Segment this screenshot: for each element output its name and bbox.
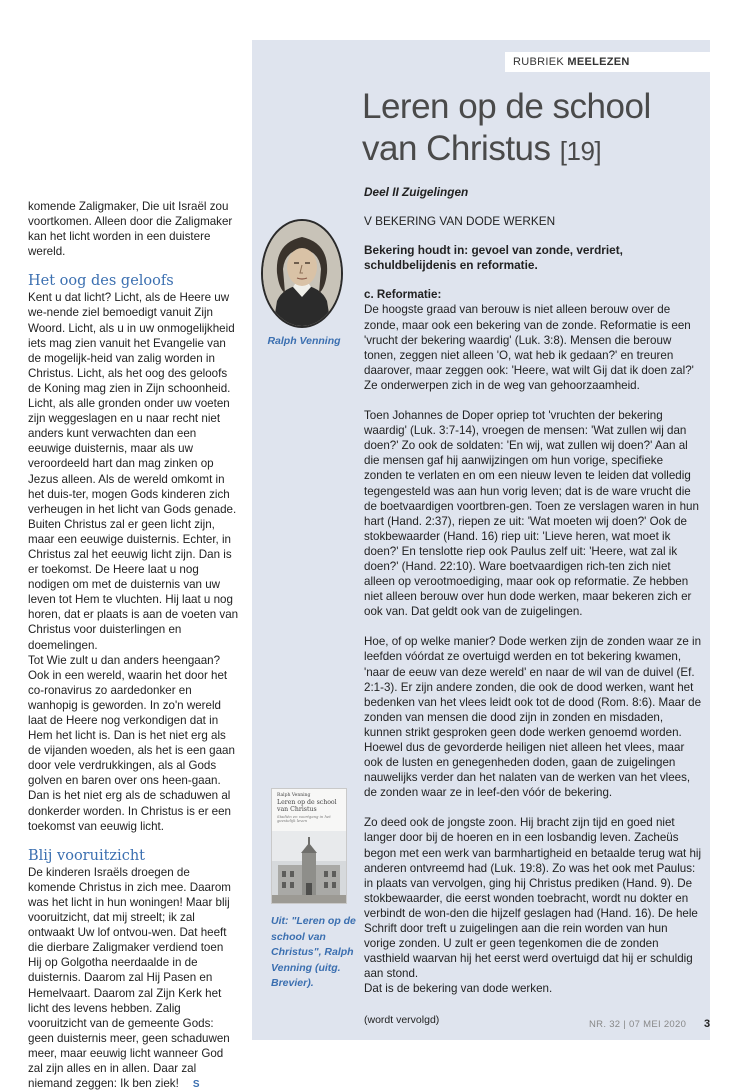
right-paragraph-2: Toen Johannes de Doper opriep tot 'vruchten der bekering waardig' (Luk. 3:7-14), vroegen de mensen: 'Wat zullen wij dan doen?' Zo ook de soldaten: 'En wij, wat zullen wij doen?' Aan al die mensen gaf hij aanwijzingen om hun vorige, specifieke zonden te verlaten en om een nieuw leven te leiden dat volledig tegengesteld was aan hun vorig leven; dat is de ware vrucht die de boetvaardigen voortbren-gen. Toen ze verslagen waren in hun hart (Hand. 2:37), riepen ze uit: 'Wat moeten wij doen?' Ook de stokbewaarder (Hand. 16) riep uit: 'Lieve heren, wat moet ik doen?' En tenslotte riep ook Paulus zelf uit: 'Heere, wat zal ik doen?' (Hand. 22:10). Ware boetvaardigen rich-ten zich niet alleen op verootmoediging, maar ook op reformatie. Ze hebben niet alleen berouw over hun dode werken, maar bekeren zich er ook van. Dat geldt ook van de zuigelingen.: [364, 409, 699, 619]
left-paragraph-4-text: De kinderen Israëls droegen de komende Christus in zich mee. Daarom was het licht in hun woningen! Maar blij vooruitzicht, dat mij streelt; ik zal ontwaakt Uw lof ontvou-wen. Dat heeft die dierbare Zaligmaker verdiend toen Hij op Golgotha neerdaalde in de duisternis. Daarom zal Hij Pasen en Hemelvaart. Daarom zal Zijn Kerk het licht des levens hebben. Zalig vooruitzicht van de gemeente Gods: geen duisternis meer, geen schaduwen meer, maar eeuwig licht wanneer God zal zijn alles en in allen. Daar zal niemand zeggen: Ik ben ziek!: [28, 865, 231, 1091]
left-intro: komende Zaligmaker, Die uit Israël zou voortkomen. Alleen door die Zaligmaker kan het licht worden in een duistere wereld.: [28, 200, 233, 259]
book-cover-title: Leren op de school van Christus: [277, 799, 337, 813]
title-line-2-text: van Christus: [362, 129, 551, 168]
issue-info: NR. 32 | 07 MEI 2020: [589, 1019, 687, 1030]
title-number: [19]: [559, 136, 602, 166]
left-paragraph-2: Buiten Christus zal er geen licht zijn, maar een eeuwige duisternis. Echter, in Christus zal het eeuwig licht zijn. Dan is er toekomst. De Heere laat u nog nodigen om met de duisternis van uw leven tot Hem te vluchten. Hij laat u nog horen, dat er plaats is aan de voeten van Christus voor duisterlingen en doemelingen.: [28, 517, 239, 652]
lead-paragraph: Bekering houdt in: gevoel van zonde, verdriet, schuldbelijdenis en reformatie.: [364, 243, 623, 273]
section-heading: V BEKERING VAN DODE WERKEN: [364, 214, 556, 229]
title-line-2: [362, 128, 702, 172]
heading-oog-des-geloofs: Het oog des geloofs: [28, 273, 174, 290]
book-cover-subtitle: Stadiën en voortgang in het geestelijk leven: [277, 814, 331, 824]
end-mark-icon: S: [192, 1079, 200, 1091]
rubriek-prefix: RUBRIEK: [513, 56, 564, 68]
right-column: [364, 185, 702, 1028]
book-caption: Uit: "Leren op de school van Christus", Ralph Venning (uitg. Brevier).: [271, 915, 356, 989]
portrait-drawing: [263, 221, 341, 326]
book-cover-author: Ralph Venning: [277, 793, 311, 798]
heading-blij-vooruitzicht: Blij vooruitzicht: [28, 847, 145, 864]
page-number: 3: [704, 1018, 711, 1030]
left-paragraph-4: [28, 865, 240, 1092]
rubriek-label: [505, 52, 710, 72]
right-paragraph-3: Hoe, of op welke manier? Dode werken zijn de zonden waar ze in leefden vóórdat ze overtuigd werden en tot bekering kwamen, 'naar de eeuw van deze wereld' en naar de wil van de duivel (Ef. 2:1-3). Er zijn andere zonden, die ook de dood werken, want het bedenken van het vlees leidt ook tot de dood (Rom. 8:6). Maar de zonden van mensen die dood zijn in zonden en misdaden, kunnen strikt gesproken geen dode werken genoemd worden. Hoewel dus de gevorderde heiligen niet alleen het vlees, maar ook de lusten en genegenheden doden, gaan de zuigelingen nauwelijks verder dan het nalaten van de werken van het vlees, de zonden waar ze in leef-den vóór de bekering.: [364, 635, 702, 800]
right-paragraph-4: Zo deed ook de jongste zoon. Hij bracht zijn tijd en goed niet langer door bij de hoeren en in een losbandig leven. Zacheüs begon met een werk van barmhartigheid en betaalde terug wat hij anderen ontvreemd had (Luk. 19:8). Zo was het ook met Paulus: in plaats van vervolgen, ging hij Christus prediken (Hand. 9). De stokbewaarder, die eerst wonden toebracht, wordt nu dokter en verbindt de won-den die hijzelf geslagen had (Hand. 16). De hele Schrift door treft u zuigelingen aan die rein worden van hun vorige zonden. U zult er geen tegenkomen die de zonden vasthield waarvan hij het eerst werd overtuigd dat hij er schuldig aan stond.: [364, 816, 702, 981]
right-paragraph-1: De hoogste graad van berouw is niet alleen berouw over de zonde, maar ook een bekering van de zonde. Reformatie is een 'vrucht der bekering waardig' (Luk. 3:8). Mensen die berouw tonen, zeggen niet alleen 'O, wat heb ik gedaan?' en treuren daarover, maar zeggen ook: 'Heere, wat wilt Gij dat ik doen zal?' Ze onderwerpen zich in de weg van gehoorzaamheid.: [364, 303, 694, 392]
book-cover-photo: [272, 831, 346, 904]
title-line-1: Leren op de school: [362, 87, 651, 126]
book-building-drawing: [272, 831, 346, 904]
right-paragraph-5: Dat is de bekering van dode werken.: [364, 982, 553, 996]
wordt-vervolgd: (wordt vervolgd): [364, 1013, 440, 1026]
deel-heading: Deel II Zuigelingen: [364, 185, 469, 199]
book-cover: [271, 788, 347, 904]
portrait-image: [261, 219, 343, 328]
left-paragraph-3: Tot Wie zult u dan anders heengaan? Ook in een wereld, waarin het door het co-ronavirus zo aardedonker en wanhopig is geworden. In zo'n wereld laat de Heere nog verkondigen dat in Hem het licht is. Dan is het niet erg als de vijanden woeden, als het is een gaan door vele verdrukkingen, als al Gods golven en baren over ons heen-gaan. Dan is het niet erg als de schaduwen al donkerder worden. In Christus is er een toekomst van eeuwig licht.: [28, 653, 235, 833]
article-title: [362, 86, 702, 172]
left-paragraph-1: Kent u dat licht? Licht, als de Heere uw we-nende ziel bemoedigt vanuit Zijn Woord. Licht, als u in uw onmogelijkheid iets mag zien vanuit het Evangelie van de mogelijk-heid van zalig worden in Christus. Licht, als het oog des geloofs de Koning mag zien in Zijn schoonheid. Licht, als alle gronden onder uw voeten zijn weggeslagen en u naar recht niet anders kunt verwachten dan een eeuwige duisternis, maar als uw veroordeeld hart dan mag zinken op Jezus alleen. Als de wereld omkomt in het duis-ter, mogen Gods kinderen zich verheugen in het licht van Gods genade.: [28, 291, 237, 516]
rubriek-name: MEELEZEN: [567, 56, 630, 68]
portrait-caption: Ralph Venning: [267, 335, 341, 347]
book-cover-text: [272, 789, 346, 831]
left-column: [28, 199, 240, 1092]
subheading-reformatie: c. Reformatie:: [364, 288, 442, 302]
